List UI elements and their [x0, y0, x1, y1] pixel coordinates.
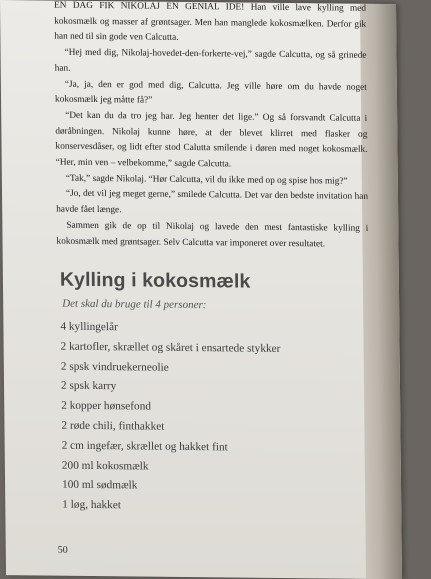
story-paragraph: Sammen gik de op til Nikolaj og lavede den mest fantastiske kylling i kokosmælk med grøntsager. Selv Calcutta var imponeret over resultatet. [56, 220, 369, 249]
ingredient-item: 2 spsk karry [60, 380, 117, 393]
recipe-intro: Det skal du bruge til 4 personer: [62, 297, 207, 312]
ingredient-item: 2 cm ingefær, skrællet og hakket fint [61, 439, 228, 454]
recipe-title: Kylling i kokosmælk [59, 268, 251, 293]
story-paragraph: “Jo, det vil jeg meget gerne,” smilede Calcutta. Det var den bedste invitation han havde fået længe. [56, 189, 369, 216]
ingredient-item: 200 ml kokosmælk [61, 459, 149, 473]
ingredient-item: 1 løg, hakket [62, 498, 122, 512]
story-paragraph: “Det kan du da tro jeg har. Jeg henter det lige.” Og så forsvandt Calcutta i døråbningen. Nikolaj kunne høre, at der blevet klirret med flasker og konservesdåser, og lidt efter stod Calutta smilende i døren med noget kokosmælk. “Her, min ven – velbekomme,” sagde Calcutta. [55, 110, 368, 170]
page-number: 50 [57, 544, 68, 556]
story-paragraph: “Tak,” sagde Nikolaj. “Hør Calcutta, vil du ikke med op og spise hos mig?” [65, 173, 348, 187]
story-paragraph: EN DAG FIK NIKOLAJ EN GENIAL IDE! Han ville lave kylling med kokosmælk og masser af grøntsager. Men han manglede kokosmælken. Derfor gik han ned til sin gode ven Calcutta. [53, 0, 367, 44]
recipe-section [59, 268, 387, 519]
ingredient-list [60, 318, 386, 519]
ingredient-item: 2 kartofler, skrællet og skåret i ensartede stykker [60, 340, 281, 355]
ingredient-item: 2 kopper hønsefond [61, 399, 152, 413]
ingredient-item: 100 ml sødmælk [62, 479, 138, 492]
ingredient-item: 2 spsk vindruekerneolie [60, 360, 169, 374]
ingredient-item: 2 røde chili, finthakket [61, 419, 165, 433]
story-paragraph: “Hej med dig, Nikolaj-hovedet-den-forkerte-vej,” sagde Calcutta, og så grinede han. [54, 47, 367, 74]
story-text [54, 1, 369, 254]
ingredient-item: 4 kyllingelår [60, 320, 118, 334]
story-paragraph: “Ja, ja, den er god med dig, Calcutta. Jeg ville høre om du havde noget kokosmælk jeg måtte få?” [54, 79, 367, 106]
